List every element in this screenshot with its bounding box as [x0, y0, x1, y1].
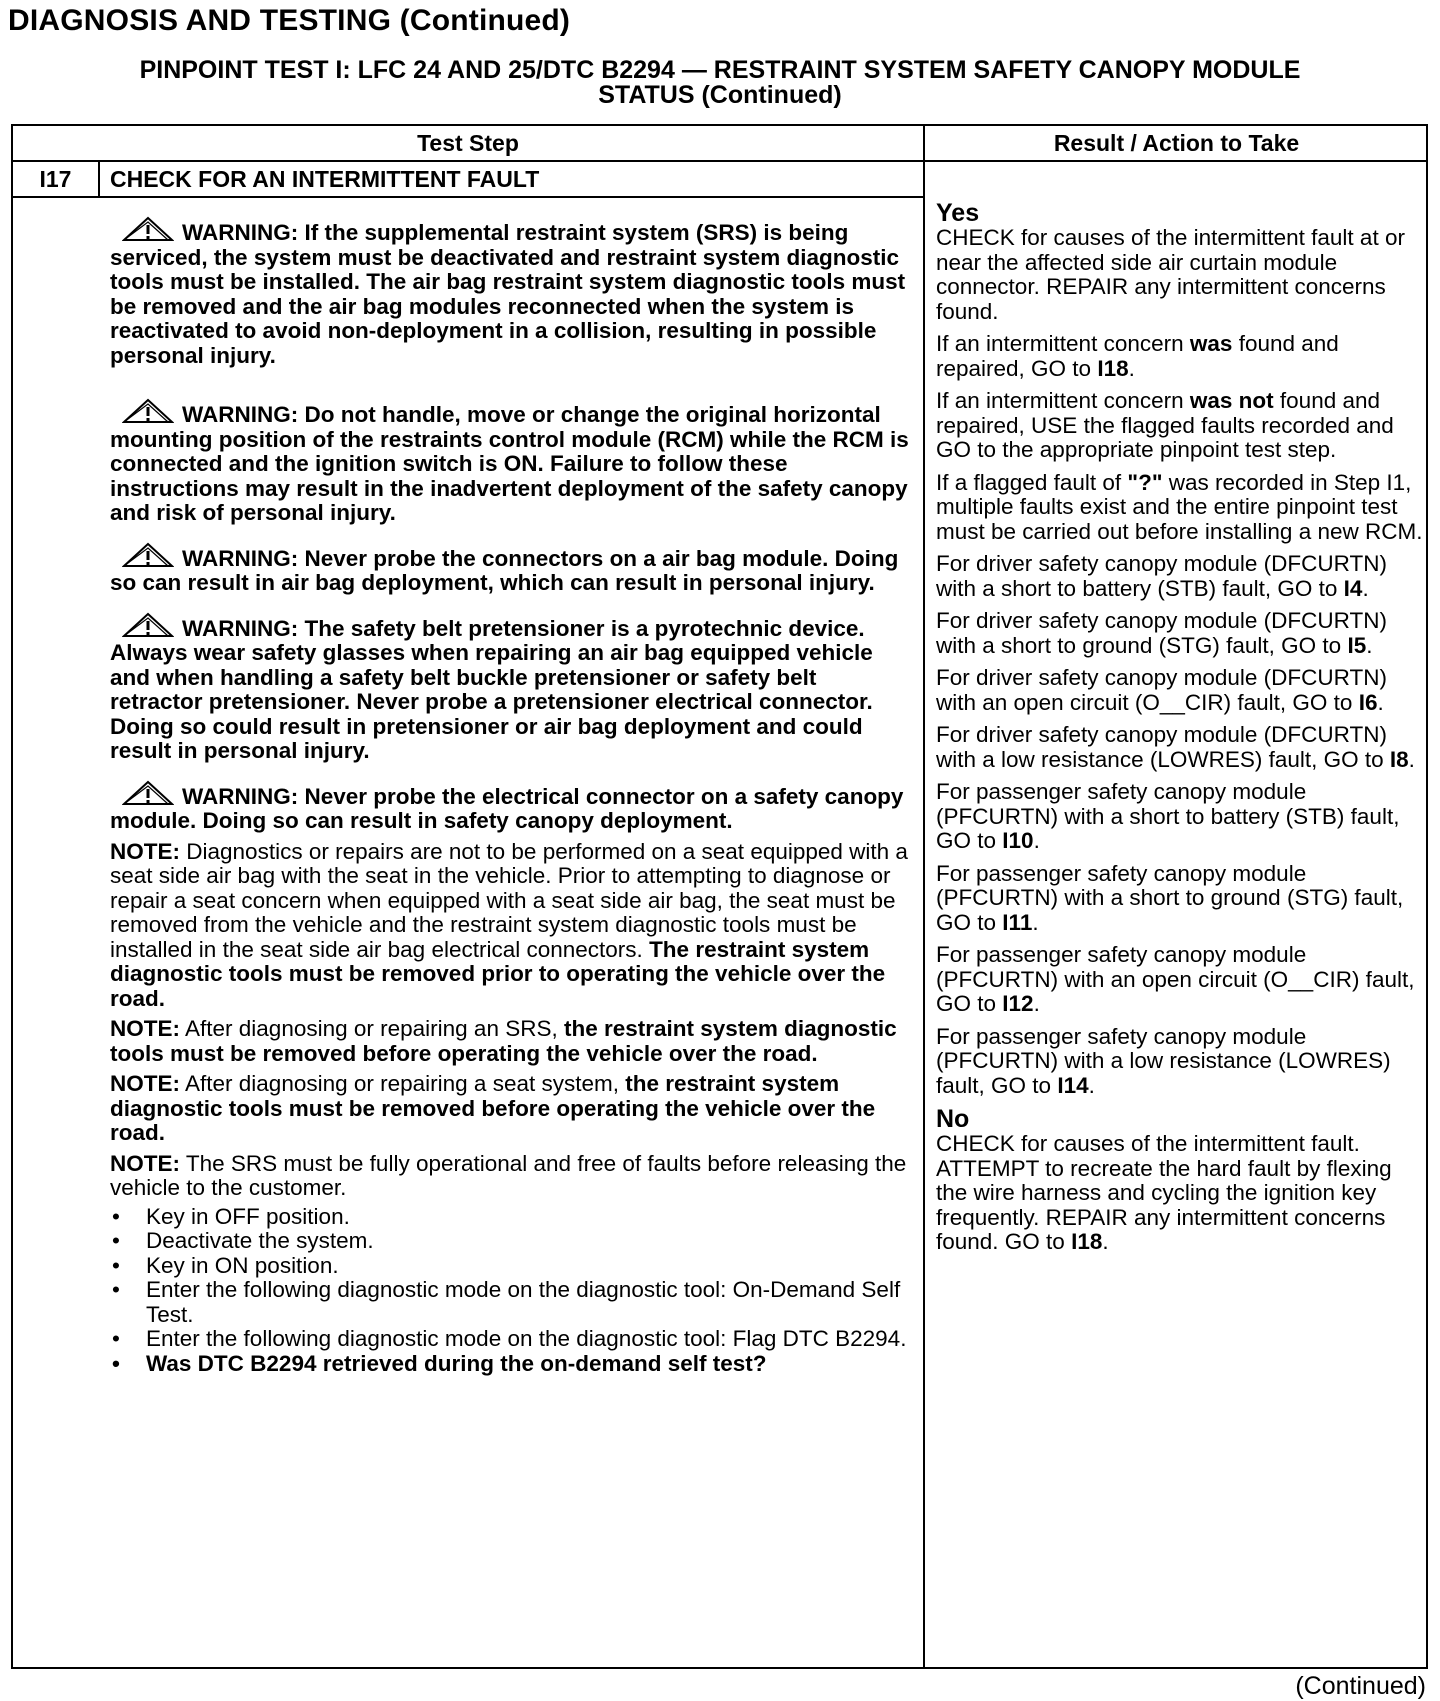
result-text: If an intermittent concern: [936, 388, 1184, 413]
note-2: [110, 1017, 910, 1066]
warning-triangle-icon: [122, 612, 174, 638]
step-reference: I18: [1097, 355, 1129, 381]
step-reference: I10: [1002, 828, 1034, 853]
procedure-list: [110, 1205, 910, 1377]
go-text: For driver safety canopy module (DFCURTN) with a low resistance (LOWRES) fault, GO to: [936, 722, 1387, 772]
list-item: • Deactivate the system.: [110, 1229, 910, 1254]
test-table: [11, 124, 1428, 1669]
result-paragraph-not-found: [936, 389, 1426, 463]
note-label: NOTE:: [110, 1016, 180, 1041]
warning-2-text: WARNING: Do not handle, move or change the original horizontal mounting position of the restraints control module (RCM) while the RCM is connected and the ignition switch is ON. Failure to follow these instructions may result in the inadvertent deployment of the safety canopy and risk of personal injury.: [110, 402, 909, 525]
result-text: If an intermittent concern: [936, 331, 1184, 356]
note-3: [110, 1072, 910, 1146]
warning-triangle-icon: [122, 398, 174, 424]
note-2-text: After diagnosing or repairing an SRS,: [185, 1016, 558, 1041]
warning-5-text: WARNING: Never probe the electrical connector on a safety canopy module. Doing so can result in safety canopy deployment.: [110, 783, 904, 833]
go-item: For driver safety canopy module (DFCURTN) with a short to battery (STB) fault, GO to I4.: [936, 551, 1387, 601]
note-label: NOTE:: [110, 1071, 180, 1096]
yes-label: Yes: [936, 199, 980, 227]
result-emphasis: "?": [1127, 469, 1163, 495]
note-3-text: After diagnosing or repairing a seat system,: [185, 1071, 619, 1096]
warning-triangle-icon: [122, 780, 174, 806]
step-reference: I4: [1343, 575, 1363, 601]
result-text: found and repaired, GO to: [936, 331, 1339, 381]
result-emphasis: was not: [1189, 388, 1274, 413]
go-item: For driver safety canopy module (DFCURTN) with an open circuit (O__CIR) fault, GO to I6.: [936, 665, 1387, 715]
go-item: For passenger safety canopy module (PFCURTN) with a short to ground (STG) fault, GO to I11.: [936, 860, 1404, 935]
step-reference: I18: [1071, 1229, 1103, 1254]
step-title: CHECK FOR AN INTERMITTENT FAULT: [110, 166, 540, 192]
go-text: For passenger safety canopy module (PFCURTN) with an open circuit (O__CIR) fault, GO to: [936, 942, 1415, 1016]
result-text: If a flagged fault of: [936, 469, 1122, 495]
step-row-divider: [13, 196, 923, 198]
yes-paragraph: CHECK for causes of the intermittent fault at or near the affected side air curtain module connector. REPAIR any intermittent concerns found.: [936, 225, 1405, 324]
column-divider: [923, 126, 925, 1667]
test-step-body: [110, 216, 910, 1376]
warning-1-text: WARNING: If the supplemental restraint system (SRS) is being serviced, the system must be deactivated and restraint system diagnostic tools must be installed. The air bag restraint system diagnostic tools must be removed and the air bag modules reconnected when the system is reactivated to avoid non-deployment in a collision, resulting in possible personal injury.: [110, 220, 906, 368]
note-2-bold: the restraint system diagnostic tools must be removed before operating the vehicle over the road.: [110, 1016, 897, 1066]
go-item: For passenger safety canopy module (PFCURTN) with an open circuit (O__CIR) fault, GO to I12.: [936, 942, 1415, 1016]
pinpoint-test-title: [0, 58, 1440, 108]
go-text: For passenger safety canopy module (PFCURTN) with a low resistance (LOWRES) fault, GO to: [936, 1023, 1391, 1098]
warning-triangle-icon: [122, 542, 174, 568]
warning-triangle-icon: [122, 216, 174, 242]
note-4: [110, 1152, 910, 1201]
warning-2: [110, 398, 910, 526]
note-label: NOTE:: [110, 838, 180, 864]
step-id: I17: [39, 166, 72, 192]
note-3-bold: the restraint system diagnostic tools must be removed before operating the vehicle over the road.: [110, 1071, 876, 1145]
warning-5: [110, 780, 910, 834]
step-id-divider: [98, 162, 100, 196]
column-header-test-step: Test Step: [417, 130, 519, 156]
go-text: For passenger safety canopy module (PFCURTN) with a short to battery (STB) fault, GO to: [936, 779, 1400, 853]
warning-4-text: WARNING: The safety belt pretensioner is a pyrotechnic device. Always wear safety glasses when repairing an air bag equipped vehicle and when handling a safety belt buckle pretensioner or safety belt retractor pretensioner. Never probe a pretensioner electrical connector. Doing so could result in pretensioner or air bag deployment and could result in personal injury.: [110, 615, 873, 763]
go-text: For passenger safety canopy module (PFCURTN) with a short to ground (STG) fault, GO to: [936, 860, 1404, 935]
warning-4: [110, 612, 910, 764]
go-text: For driver safety canopy module (DFCURTN) with a short to battery (STB) fault, GO to: [936, 551, 1387, 601]
result-text: was recorded in Step I1, multiple faults exist and the entire pinpoint test must be carried out before installing a new RCM.: [936, 469, 1423, 544]
list-item: • Key in OFF position.: [110, 1205, 910, 1230]
list-item: • Key in ON position.: [110, 1254, 910, 1279]
step-reference: I11: [1002, 909, 1033, 935]
no-text: CHECK for causes of the intermittent fault. ATTEMPT to recreate the hard fault by flexing the wire harness and cycling the ignition key frequently. REPAIR any intermittent concerns found. GO to: [936, 1131, 1392, 1254]
note-label: NOTE:: [110, 1150, 180, 1176]
note-1-text: Diagnostics or repairs are not to be performed on a seat equipped with a seat side air bag with the seat in the vehicle. Prior to attempting to diagnose or repair a seat concern when equipped with a seat side air bag, the seat must be removed from the vehicle and the restraint system diagnostic tools must be installed in the seat side air bag electrical connectors.: [110, 838, 908, 962]
no-label: No: [936, 1105, 970, 1133]
go-text: For driver safety canopy module (DFCURTN) with an open circuit (O__CIR) fault, GO to: [936, 665, 1387, 715]
warning-3: [110, 542, 910, 596]
pinpoint-test-title-line1: PINPOINT TEST I: LFC 24 AND 25/DTC B2294 — RESTRAINT SYSTEM SAFETY CANOPY MODULE: [139, 56, 1301, 84]
no-paragraph: CHECK for causes of the intermittent fault. ATTEMPT to recreate the hard fault by flexing the wire harness and cycling the ignition key frequently. REPAIR any intermittent concerns found. GO to I18.: [936, 1131, 1392, 1254]
go-item: For passenger safety canopy module (PFCURTN) with a low resistance (LOWRES) fault, GO to I14.: [936, 1023, 1391, 1098]
go-item: For driver safety canopy module (DFCURTN) with a short to ground (STG) fault, GO to I5.: [936, 608, 1387, 658]
step-reference: I5: [1347, 632, 1367, 658]
go-text: For driver safety canopy module (DFCURTN) with a short to ground (STG) fault, GO to: [936, 608, 1387, 658]
result-paragraph-found: If an intermittent concern was found and repaired, GO to I18.: [936, 331, 1339, 381]
result-emphasis: was: [1189, 331, 1233, 356]
pinpoint-test-title-line2: STATUS (Continued): [598, 81, 842, 109]
list-item-question: • Was DTC B2294 retrieved during the on-demand self test?: [110, 1352, 910, 1377]
result-paragraph-flagged: [936, 471, 1426, 545]
step-reference: I8: [1389, 746, 1409, 772]
warning-1: [110, 216, 910, 368]
step-reference: I6: [1358, 689, 1378, 715]
step-reference: I12: [1002, 991, 1034, 1016]
continued-footer: (Continued): [1295, 1672, 1426, 1700]
list-item: • Enter the following diagnostic mode on the diagnostic tool: On-Demand Self Test.: [110, 1278, 910, 1327]
note-1: [110, 840, 910, 1012]
warning-3-text: WARNING: Never probe the connectors on a air bag module. Doing so can result in air bag deployment, which can result in personal injury.: [110, 545, 899, 595]
go-item: For passenger safety canopy module (PFCURTN) with a short to battery (STB) fault, GO to I10.: [936, 779, 1400, 853]
go-item: For driver safety canopy module (DFCURTN) with a low resistance (LOWRES) fault, GO to I8.: [936, 722, 1415, 772]
note-1-bold: The restraint system diagnostic tools must be removed prior to operating the vehicle over the road.: [110, 936, 886, 1011]
result-action-body: [936, 200, 1426, 1263]
column-header-result: Result / Action to Take: [1053, 130, 1300, 156]
list-item: • Enter the following diagnostic mode on the diagnostic tool: Flag DTC B2294.: [110, 1327, 910, 1352]
note-4-text: The SRS must be fully operational and free of faults before releasing the vehicle to the customer.: [110, 1150, 907, 1200]
page-title: DIAGNOSIS AND TESTING (Continued): [8, 4, 571, 37]
result-text: found and repaired, USE the flagged faults recorded and GO to the appropriate pinpoint test step.: [936, 388, 1394, 462]
step-reference: I14: [1057, 1072, 1089, 1098]
